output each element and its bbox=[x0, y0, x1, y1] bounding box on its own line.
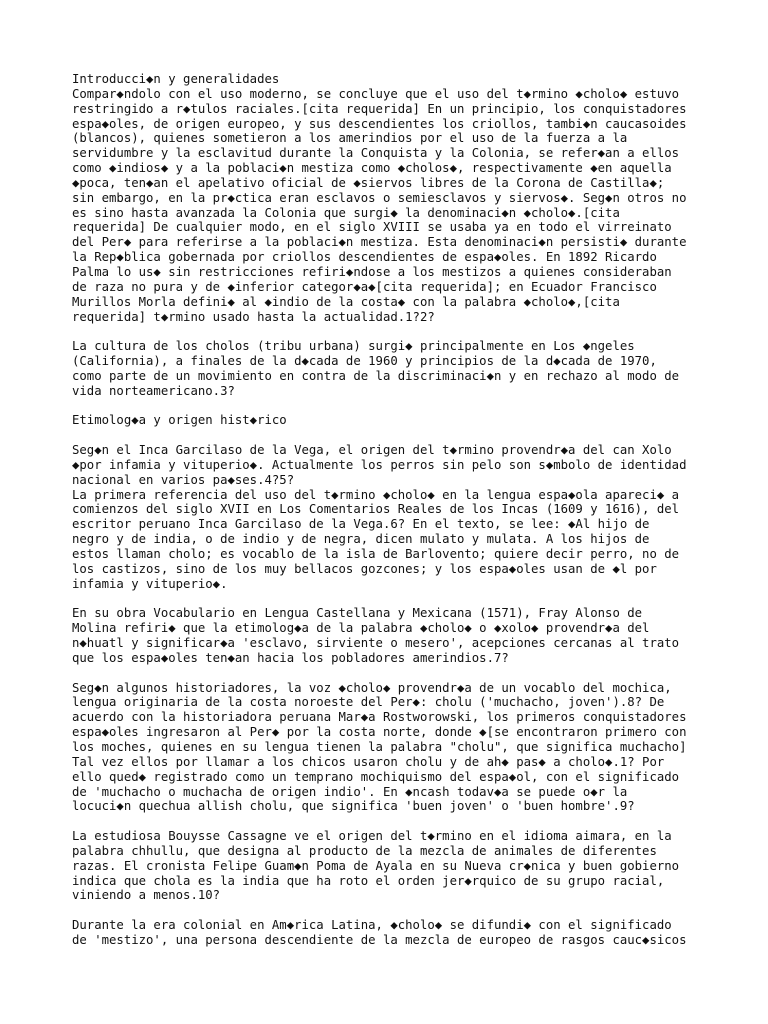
text-line: razas. El cronista Felipe Guam◆n Poma de Ayala en su Nueva cr◆nica y buen gobierno bbox=[72, 858, 680, 873]
text-line: La cultura de los cholos (tribu urbana) surgi◆ principalmente en Los ◆ngeles bbox=[72, 339, 635, 354]
text-line: negro y de india, o de indio y de negra, dicen mulato y mulata. A los hijos de bbox=[72, 532, 650, 547]
text-line: como parte de un movimiento en contra de la discriminaci◆n y en rechazo al modo de bbox=[72, 368, 680, 383]
blank-line bbox=[72, 903, 712, 918]
text-line: Etimolog◆a y origen hist◆rico bbox=[72, 413, 287, 428]
text-line: Seg◆n el Inca Garcilaso de la Vega, el origen del t◆rmino provendr◆a del can Xolo bbox=[72, 443, 672, 458]
text-line: infamia y vituperio◆. bbox=[72, 576, 228, 591]
text-line: indica que chola es la india que ha roto el orden jer◆rquico de su grupo racial, bbox=[72, 873, 665, 888]
text-line: escritor peruano Inca Garcilaso de la Vega.6? En el texto, se lee: ◆Al hijo de bbox=[72, 517, 650, 532]
text-line: es sino hasta avanzada la Colonia que surgi◆ la denominaci◆n ◆cholo◆.[cita bbox=[72, 205, 620, 220]
text-line: La estudiosa Bouysse Cassagne ve el origen del t◆rmino en el idioma aimara, en la bbox=[72, 829, 672, 844]
text-line: requerida] t◆rmino usado hasta la actualidad.1?2? bbox=[72, 309, 435, 324]
text-line: Compar◆ndolo con el uso moderno, se concluye que el uso del t◆rmino ◆cholo◆ estuvo bbox=[72, 86, 680, 101]
text-line: sin embargo, en la pr◆ctica eran esclavos o semiesclavos y siervos◆. Seg◆n otros no bbox=[72, 190, 687, 205]
text-line: Seg◆n algunos historiadores, la voz ◆cholo◆ provendr◆a de un vocablo del mochica, bbox=[72, 680, 672, 695]
text-line: estos llaman cholo; es vocablo de la isla de Barlovento; quiere decir perro, no de bbox=[72, 547, 680, 561]
text-line: palabra chhullu, que designa al producto de la mezcla de animales de diferentes bbox=[72, 843, 657, 858]
blank-line bbox=[72, 592, 712, 607]
text-line: Introducci◆n y generalidades bbox=[72, 72, 280, 86]
text-line: Molina refiri◆ que la etimolog◆a de la palabra ◆cholo◆ o ◆xolo◆ provendr◆a del bbox=[72, 621, 650, 636]
text-line: ◆poca, ten◆an el apelativo oficial de ◆siervos libres de la Corona de Castilla◆; bbox=[72, 175, 665, 190]
text-line: ◆por infamia y vituperio◆. Actualmente los perros sin pelo son s◆mbolo de identidad bbox=[72, 457, 687, 472]
text-line: ello qued◆ registrado como un temprano mochiquismo del espa◆ol, con el significado bbox=[72, 769, 680, 784]
text-line: (California), a finales de la d◆cada de 1960 y principios de la d◆cada de 1970, bbox=[72, 354, 657, 369]
text-line: los castizos, sino de los muy bellacos gozcones; y los espa◆oles usan de ◆l por bbox=[72, 561, 657, 576]
blank-line bbox=[72, 399, 712, 414]
blank-line bbox=[72, 666, 712, 681]
text-line: de raza no pura y de ◆inferior categor◆a◆[cita requerida]; en Ecuador Francisco bbox=[72, 279, 657, 294]
text-line: La primera referencia del uso del t◆rmino ◆cholo◆ en la lengua espa◆ola apareci◆ a bbox=[72, 487, 680, 502]
document-page bbox=[72, 72, 712, 948]
text-line: de 'muchacho o muchacha de origen indio'. En ◆ncash todav◆a se puede o◆r la bbox=[72, 784, 628, 799]
text-line: espa◆oles, de origen europeo, y sus descendientes los criollos, tambi◆n caucasoides bbox=[72, 116, 687, 131]
text-line: los moches, quienes en su lengua tienen la palabra "cholu", que significa muchacho] bbox=[72, 739, 687, 754]
text-line: (blancos), quienes sometieron a los amerindios por el uso de la fuerza a la bbox=[72, 131, 628, 146]
text-line: del Per◆ para referirse a la poblaci◆n mestiza. Esta denominaci◆n persisti◆ durante bbox=[72, 235, 687, 250]
text-line: Palma lo us◆ sin restricciones refiri◆ndose a los mestizos a quienes consideraban bbox=[72, 264, 672, 279]
text-line: que los espa◆oles ten◆an hacia los pobladores amerindios.7? bbox=[72, 650, 509, 665]
text-line: vida norteamericano.3? bbox=[72, 383, 235, 398]
text-line: Tal vez ellos por llamar a los chicos usaron cholu y de ah◆ pas◆ a cholo◆.1? Por bbox=[72, 754, 665, 769]
text-line: En su obra Vocabulario en Lengua Castellana y Mexicana (1571), Fray Alonso de bbox=[72, 606, 643, 621]
text-line: requerida] De cualquier modo, en el siglo XVIII se usaba ya en todo el virreinato bbox=[72, 220, 672, 235]
text-line: nacional en varios pa◆ses.4?5? bbox=[72, 472, 295, 487]
text-line: servidumbre y la esclavitud durante la Conquista y la Colonia, se refer◆an a ellos bbox=[72, 146, 680, 161]
text-line: n◆huatl y significar◆a 'esclavo, sirviente o mesero', acepciones cercanas al trato bbox=[72, 636, 680, 651]
text-line: la Rep◆blica gobernada por criollos descendientes de espa◆oles. En 1892 Ricardo bbox=[72, 250, 657, 265]
text-line: lengua originaria de la costa noroeste del Per◆: cholu ('muchacho, joven').8? De bbox=[72, 695, 665, 710]
text-line: espa◆oles ingresaron al Per◆ por la costa norte, donde ◆[se encontraron primero con bbox=[72, 725, 687, 740]
blank-line bbox=[72, 324, 712, 339]
text-line: como ◆indios◆ y a la poblaci◆n mestiza como ◆cholos◆, respectivamente ◆en aquella bbox=[72, 161, 672, 176]
text-line: comienzos del siglo XVII en Los Comentarios Reales de los Incas (1609 y 1616), del bbox=[72, 502, 680, 517]
text-line: de 'mestizo', una persona descendiente de la mezcla de europeo de rasgos cauc◆sicos bbox=[72, 932, 687, 947]
blank-line bbox=[72, 814, 712, 829]
text-line: locuci◆n quechua allish cholu, que significa 'buen joven' o 'buen hombre'.9? bbox=[72, 799, 635, 814]
text-line: viniendo a menos.10? bbox=[72, 888, 221, 903]
text-line: Murillos Morla defini◆ al ◆indio de la costa◆ con la palabra ◆cholo◆,[cita bbox=[72, 294, 620, 309]
text-line: restringido a r◆tulos raciales.[cita requerida] En un principio, los conquistadores bbox=[72, 101, 687, 116]
text-line: acuerdo con la historiadora peruana Mar◆a Rostworowski, los primeros conquistadores bbox=[72, 710, 687, 725]
blank-line bbox=[72, 428, 712, 443]
text-line: Durante la era colonial en Am◆rica Latina, ◆cholo◆ se difundi◆ con el significado bbox=[72, 918, 672, 933]
